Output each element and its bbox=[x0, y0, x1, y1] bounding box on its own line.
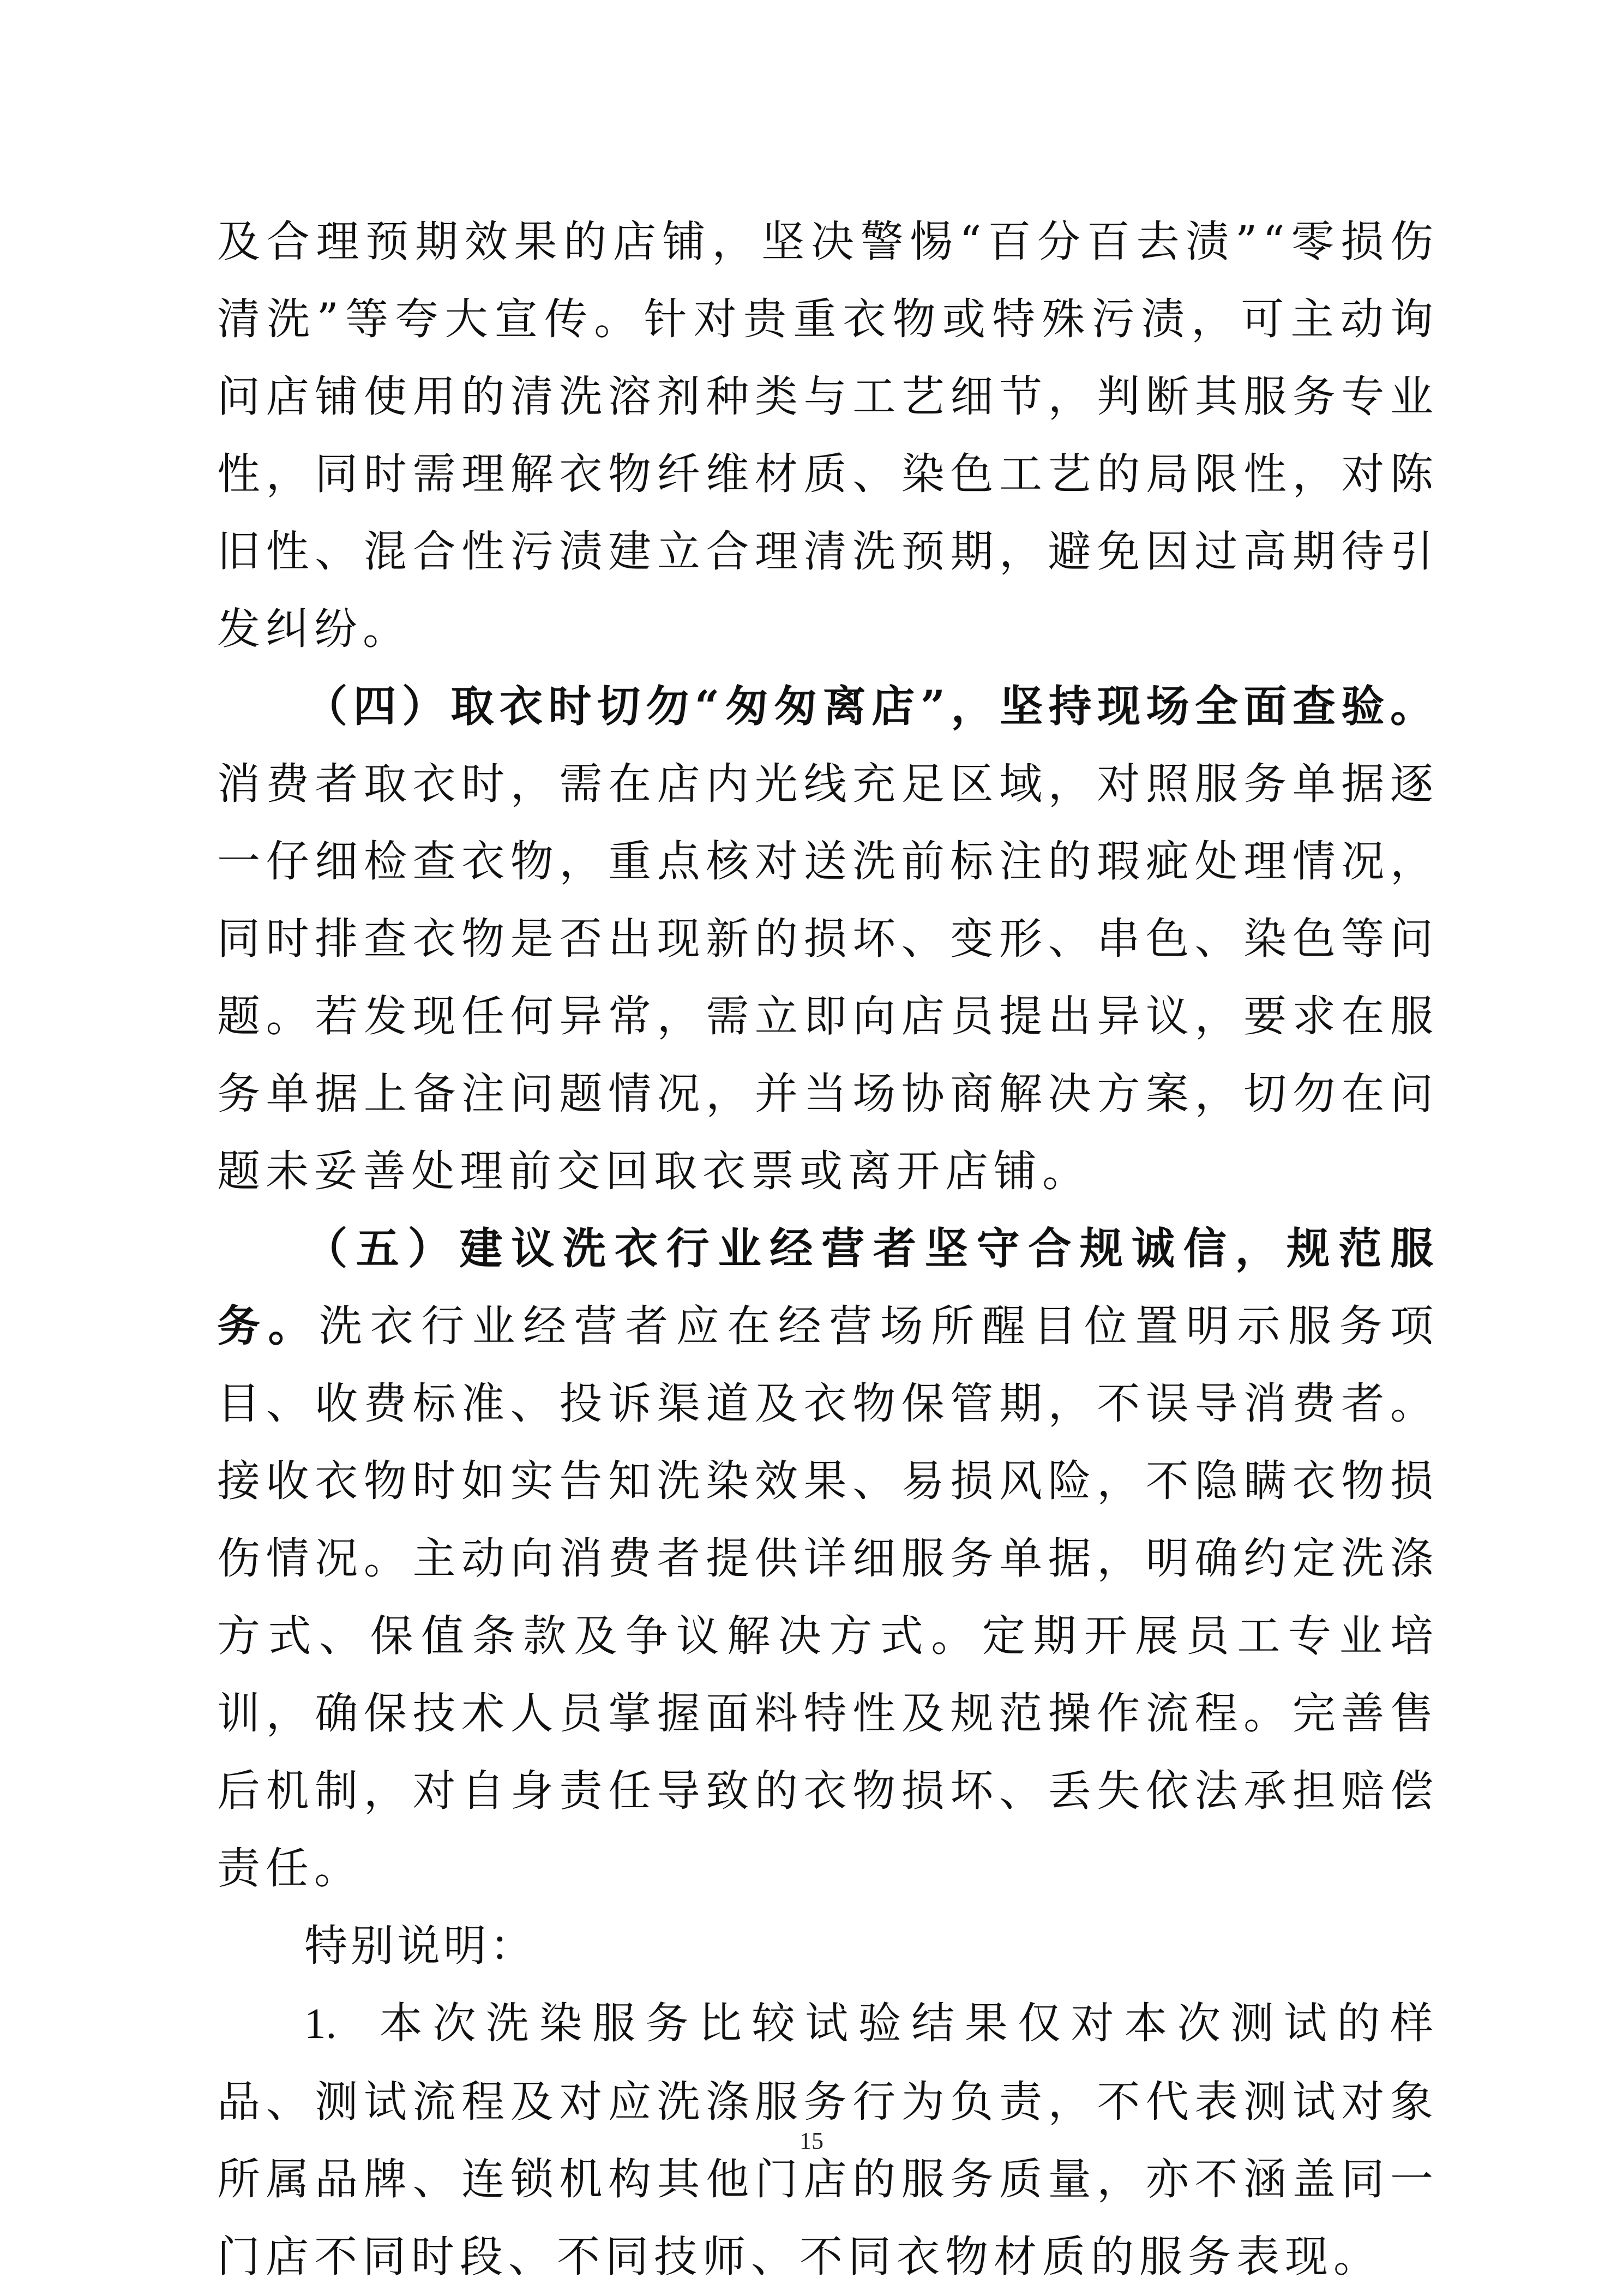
page-number: 15 bbox=[800, 2127, 823, 2154]
paragraph-lead-heading: （五）建议洗衣行业经营者坚守合规诚信，规范服务。 bbox=[217, 1223, 1439, 1351]
paragraph-pickup-inspection bbox=[217, 668, 1439, 1210]
paragraph-expectations bbox=[217, 203, 1439, 668]
paragraph-text: 及合理预期效果的店铺，坚决警惕“百分百去渍”“零损伤清洗”等夸大宣传。针对贵重衣物或特殊污渍，可主动询问店铺使用的清洗溶剂种类与工艺细节，判断其服务专业性，同时需理解衣物纤维材质、染色工艺的局限性，对陈旧性、混合性污渍建立合理清洗预期，避免因过高期待引发纠纷。 bbox=[217, 217, 1439, 654]
paragraph-operator-compliance bbox=[217, 1210, 1439, 1907]
special-note-item-number: 1. bbox=[304, 2000, 337, 2048]
special-note-item-text: 本次洗染服务比较试验结果仅对本次测试的样品、测试流程及对应洗涤服务行为负责，不代表测试对象所属品牌、连锁机构其他门店的服务质量，亦不涵盖同一门店不同时段、不同技师、不同衣物材质的服务表现。 bbox=[217, 1998, 1439, 2282]
paragraph-lead-heading: （四）取衣时切勿“匆匆离店”，坚持现场全面查验。 bbox=[304, 681, 1439, 732]
document-body bbox=[217, 203, 1439, 2295]
special-note-heading: 特别说明： bbox=[304, 1921, 536, 1971]
paragraph-text: 消费者取衣时，需在店内光线充足区域，对照服务单据逐一仔细检查衣物，重点核对送洗前标注的瑕疵处理情况，同时排查衣物是否出现新的损坏、变形、串色、染色等问题。若发现任何异常，需立即向店员提出异议，要求在服务单据上备注问题情况，并当场协商解决方案，切勿在问题未妥善处理前交回取衣票或离开店铺。 bbox=[217, 759, 1439, 1196]
paragraph-text: 洗衣行业经营者应在经营场所醒目位置明示服务项目、收费标准、投诉渠道及衣物保管期，不误导消费者。接收衣物时如实告知洗染效果、易损风险，不隐瞒衣物损伤情况。主动向消费者提供详细服务单据，明确约定洗涤方式、保值条款及争议解决方式。定期开展员工专业培训，确保技术人员掌握面料特性及规范操作流程。完善售后机制，对自身责任导致的衣物损坏、丢失依法承担赔偿责任。 bbox=[217, 1301, 1439, 1893]
